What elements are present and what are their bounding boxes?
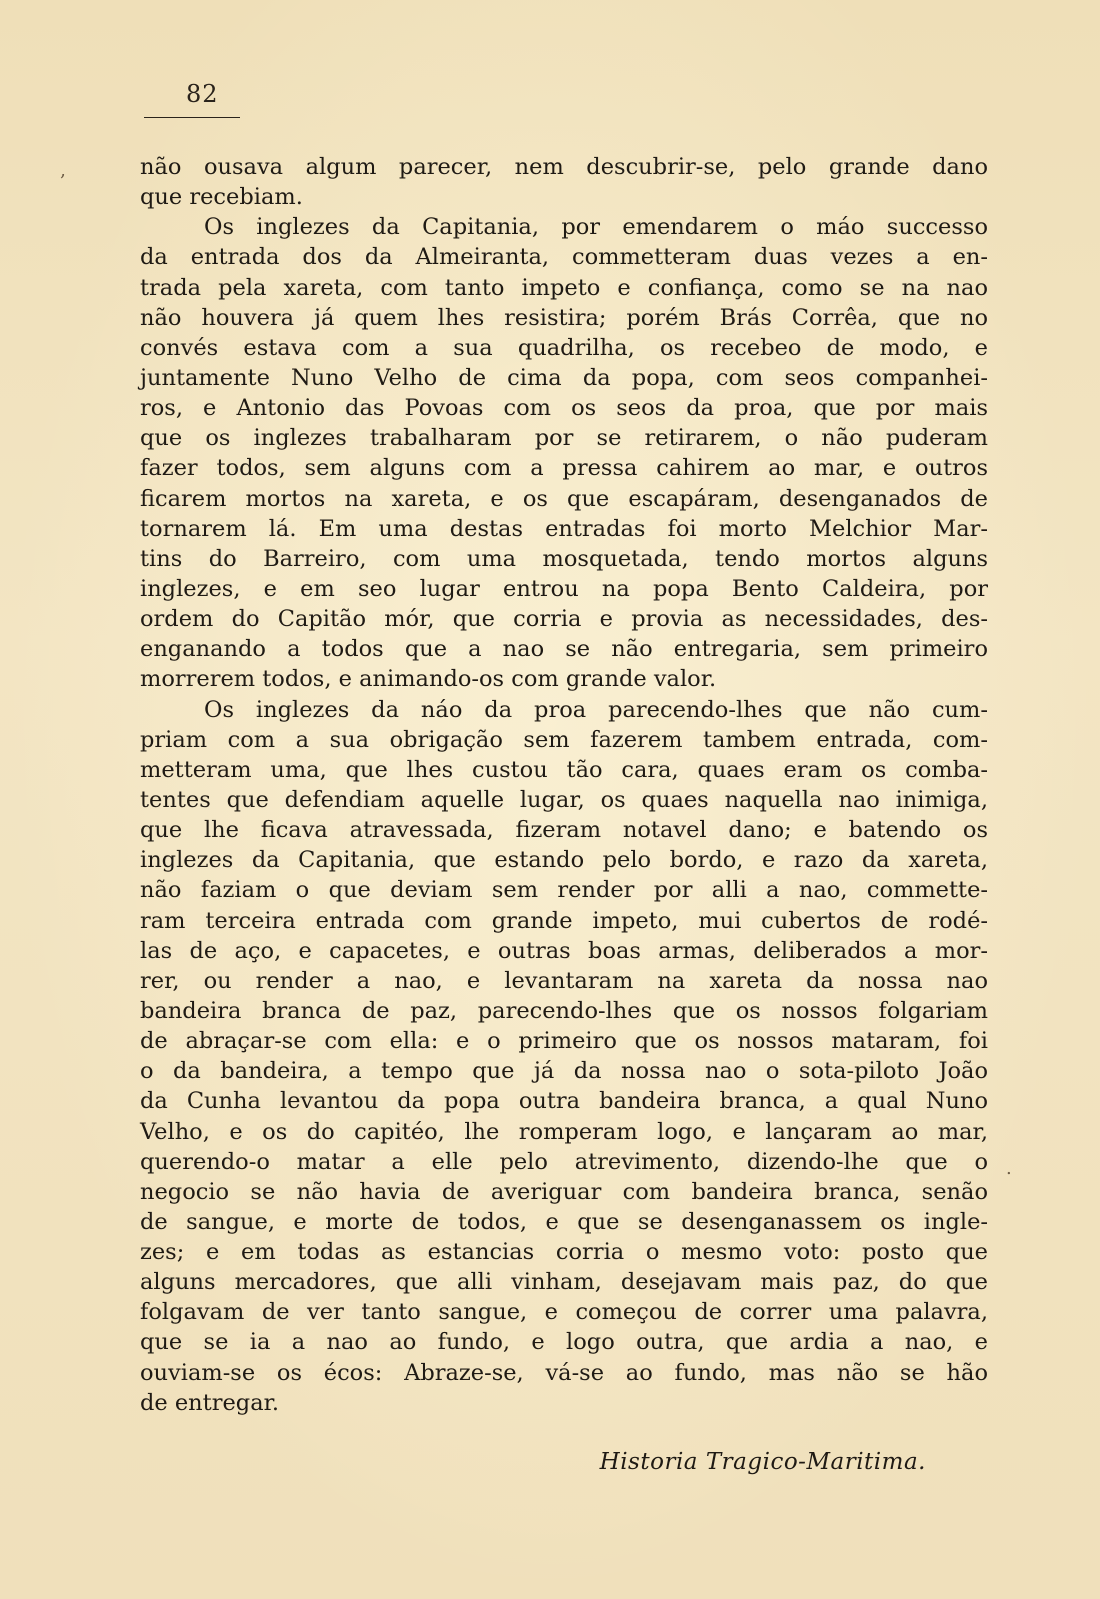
text-line: ros, e Antonio das Povoas com os seos da proa, que por mais (140, 395, 988, 422)
header-rule (144, 117, 240, 118)
text-line: inglezes, e em seo lugar entrou na popa Bento Caldeira, por (140, 575, 988, 602)
text-line: que se ia a nao ao fundo, e logo outra, que ardia a nao, e (140, 1329, 988, 1356)
text-line: ordem do Capitão mór, que corria e provia as necessidades, des- (140, 606, 988, 633)
text-line: las de aço, e capacetes, e outras boas armas, deliberados a mor- (140, 937, 988, 964)
text-line: trada pela xareta, com tanto impeto e confiança, como se na nao (140, 274, 988, 301)
text-line: folgavam de ver tanto sangue, e começou de correr uma palavra, (140, 1299, 988, 1326)
text-line: tins do Barreiro, com uma mosquetada, tendo mortos alguns (140, 545, 988, 572)
margin-speck: . (1006, 1158, 1012, 1179)
page-number: 82 (186, 80, 219, 108)
text-line: tentes que defendiam aquelle lugar, os quaes naquella nao inimiga, (140, 786, 988, 813)
text-line: de abraçar-se com ella: e o primeiro que os nossos mataram, foi (140, 1028, 988, 1055)
text-line: convés estava com a sua quadrilha, os recebeo de modo, e (140, 334, 988, 361)
text-line: o da bandeira, a tempo que já da nossa nao o sota-piloto João (140, 1058, 988, 1085)
text-line: enganando a todos que a nao se não entregaria, sem primeiro (140, 636, 988, 663)
text-line: de sangue, e morte de todos, e que se desenganassem os ingle- (140, 1208, 988, 1235)
text-line: não houvera já quem lhes resistira; porém Brás Corrêa, que no (140, 304, 988, 331)
text-line: zes; e em todas as estancias corria o mesmo voto: posto que (140, 1239, 988, 1266)
text-line: ram terceira entrada com grande impeto, mui cubertos de rodé- (140, 907, 988, 934)
text-line: que lhe ficava atravessada, fizeram notavel dano; e batendo os (140, 817, 988, 844)
text-line: não ousava algum parecer, nem descubrir-se, pelo grande dano (140, 154, 988, 180)
text-line: querendo-o matar a elle pelo atrevimento, dizendo-lhe que o (140, 1148, 988, 1175)
text-line: tornarem lá. Em uma destas entradas foi morto Melchior Mar- (140, 515, 988, 542)
text-line: que recebiam. (140, 184, 303, 211)
text-line: Os inglezes da Capitania, por emendarem o máo successo (204, 214, 988, 241)
text-line: inglezes da Capitania, que estando pelo bordo, e razo da xareta, (140, 847, 988, 874)
text-line: Velho, e os do capitéo, lhe romperam logo, e lançaram ao mar, (140, 1118, 988, 1145)
text-line: ouviam-se os écos: Abraze-se, vá-se ao fundo, mas não se hão (140, 1359, 988, 1386)
text-line: Os inglezes da náo da proa parecendo-lhes que não cum- (204, 696, 988, 723)
text-line: que os inglezes trabalharam por se retirarem, o não puderam (140, 425, 988, 452)
text-line: priam com a sua obrigação sem fazerem tambem entrada, com- (140, 726, 988, 753)
text-line: morrerem todos, e animando-os com grande valor. (140, 666, 717, 693)
text-line: metteram uma, que lhes custou tão cara, quaes eram os comba- (140, 756, 988, 783)
text-line: rer, ou render a nao, e levantaram na xareta da nossa nao (140, 967, 988, 994)
text-line: da Cunha levantou da popa outra bandeira branca, a qual Nuno (140, 1088, 988, 1115)
text-line: não faziam o que deviam sem render por alli a nao, commette- (140, 877, 988, 904)
text-line: fazer todos, sem alguns com a pressa cahirem ao mar, e outros (140, 455, 988, 482)
text-line: negocio se não havia de averiguar com bandeira branca, senão (140, 1178, 988, 1205)
margin-speck: ‚ (60, 160, 66, 181)
source-attribution: Historia Tragico-Maritima. (599, 1449, 926, 1475)
text-line: juntamente Nuno Velho de cima da popa, com seos companhei- (140, 364, 988, 391)
text-line: alguns mercadores, que alli vinham, desejavam mais paz, do que (140, 1269, 988, 1296)
text-line: bandeira branca de paz, parecendo-lhes que os nossos folgariam (140, 997, 988, 1024)
text-line: ficarem mortos na xareta, e os que escapáram, desenganados de (140, 485, 988, 512)
text-line: de entregar. (140, 1389, 280, 1416)
body-text (140, 152, 988, 1418)
text-line: da entrada dos da Almeiranta, commetteram duas vezes a en- (140, 244, 988, 271)
